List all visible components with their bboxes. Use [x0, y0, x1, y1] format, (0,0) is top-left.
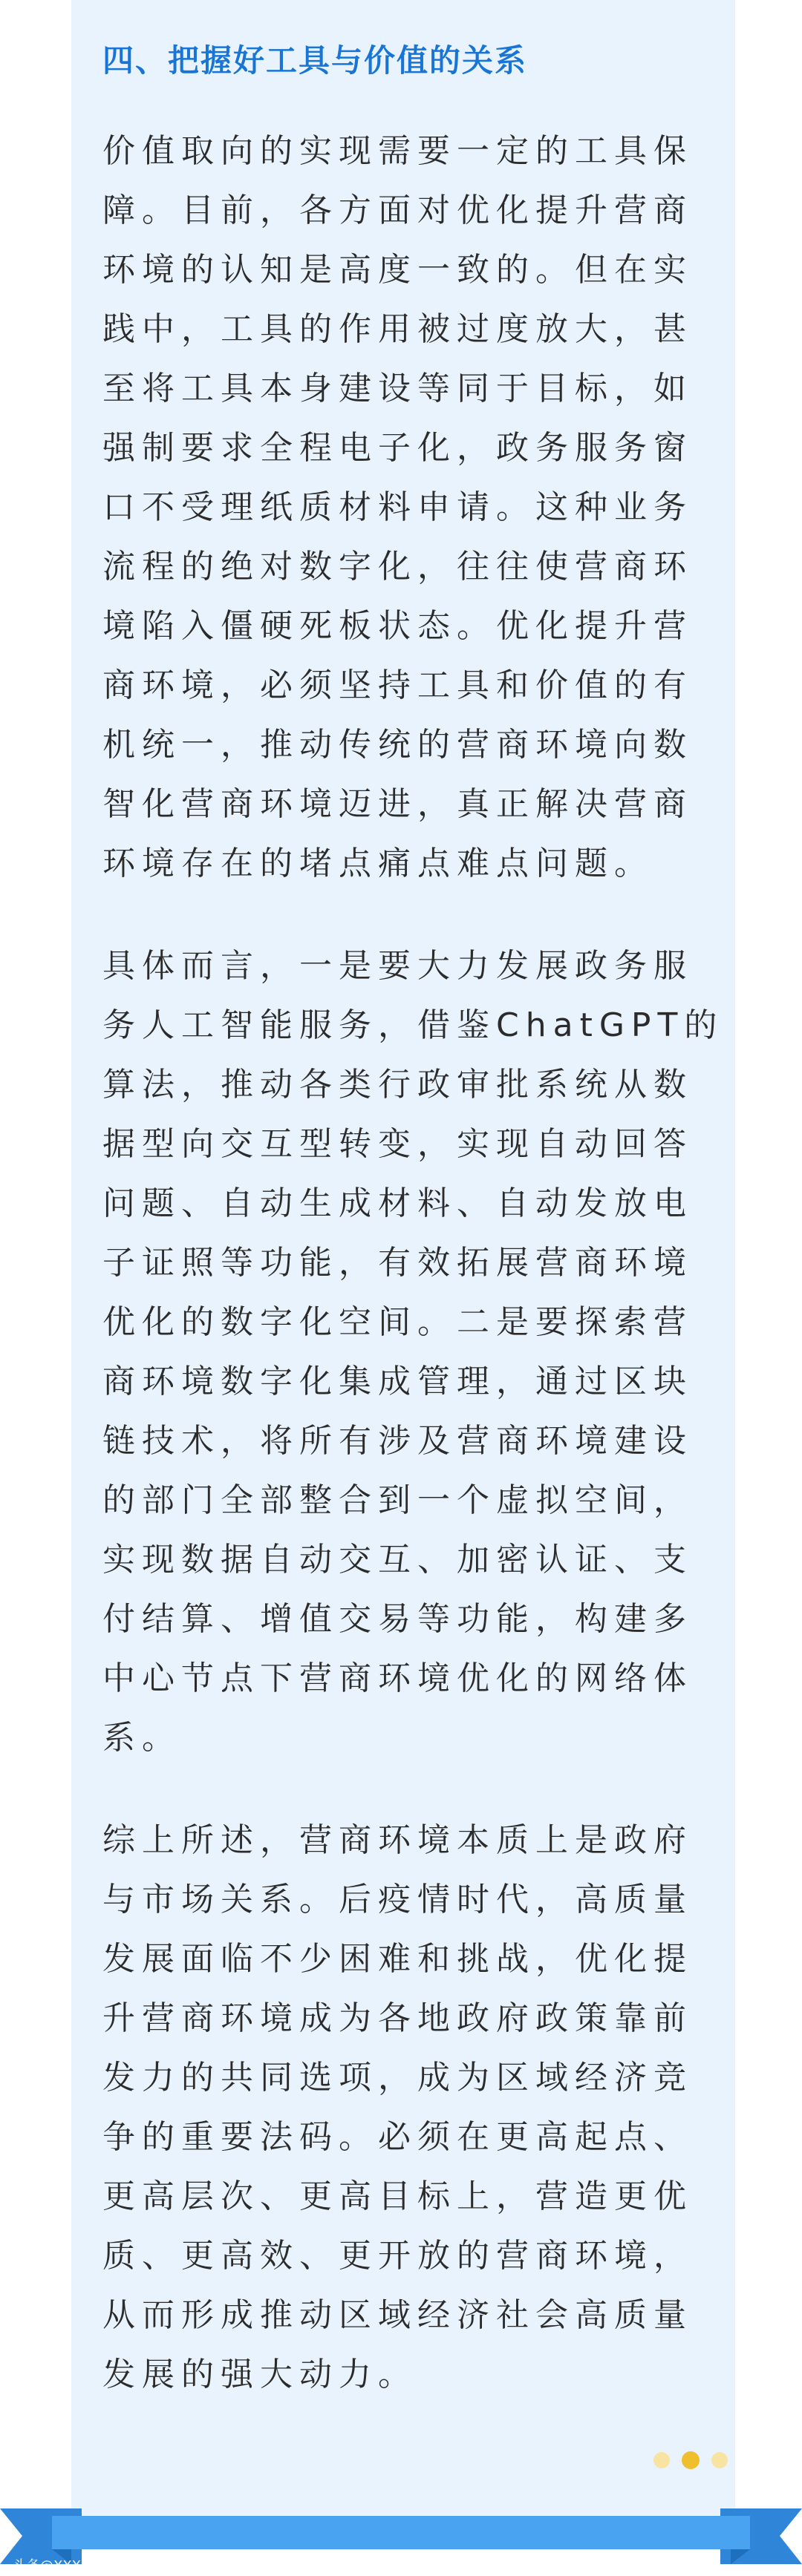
- paragraph-line: 价值取向的实现需要一定的工具保: [102, 132, 693, 170]
- paragraph-line: 智化营商环境迈进，真正解决营商: [102, 785, 693, 823]
- paragraph-line: 据型向交互型转变，实现自动回答: [102, 1125, 693, 1163]
- paragraph-line: 发展的强大动力。: [102, 2356, 417, 2393]
- paragraph-line: 链技术，将所有涉及营商环境建设: [102, 1422, 693, 1460]
- paragraph-container: [102, 122, 724, 2405]
- article-body: [102, 39, 724, 2448]
- paragraph-line: 系。: [102, 1719, 181, 1757]
- paragraph-line: 更高层次、更高目标上，营造更优: [102, 2177, 693, 2215]
- paragraph: [102, 122, 704, 894]
- paragraph-line: 环境的认知是高度一致的。但在实: [102, 251, 693, 289]
- paragraph-line: 算法，推动各类行政审批系统从数: [102, 1066, 693, 1104]
- paragraph: [102, 1811, 704, 2405]
- paragraph-line: 发力的共同选项，成为区域经济竞: [102, 2059, 693, 2097]
- left-margin: [0, 0, 71, 2576]
- paragraph-line: 中心节点下营商环境优化的网络体: [102, 1659, 693, 1697]
- section-heading: 四、把握好工具与价值的关系: [102, 42, 528, 79]
- paragraph-line: 优化的数字化空间。二是要探索营: [102, 1303, 693, 1341]
- paragraph-line: 综上所述，营商环境本质上是政府: [102, 1821, 693, 1859]
- article-panel: [71, 0, 735, 2516]
- paragraph-line: 从而形成推动区域经济社会高质量: [102, 2296, 693, 2334]
- paragraph-line: 环境存在的堵点痛点难点问题。: [102, 845, 653, 882]
- right-margin: [735, 0, 802, 2576]
- bottom-ribbon: [0, 2494, 802, 2576]
- pagination-dot: [711, 2452, 728, 2468]
- paragraph-line: 机统一，推动传统的营商环境向数: [102, 726, 693, 764]
- paragraph-line: 口不受理纸质材料申请。这种业务: [102, 488, 693, 526]
- paragraph-line: 与市场关系。后疫情时代，高质量: [102, 1881, 693, 1918]
- paragraph-line: 具体而言，一是要大力发展政务服: [102, 947, 693, 985]
- paragraph-line: 争的重要法码。必须在更高起点、: [102, 2118, 693, 2156]
- paragraph-line: 问题、自动生成材料、自动发放电: [102, 1184, 693, 1222]
- paragraph-line: 商环境，必须坚持工具和价值的有: [102, 666, 693, 704]
- paragraph-line: 境陷入僵硬死板状态。优化提升营: [102, 607, 693, 645]
- pagination-dot-active: [682, 2451, 700, 2469]
- paragraph-line: 付结算、增值交易等功能，构建多: [102, 1600, 693, 1638]
- ribbon-graphic: [0, 2494, 802, 2576]
- paragraph-line: 流程的绝对数字化，往往使营商环: [102, 548, 693, 586]
- paragraph-line: 升营商环境成为各地政府政策靠前: [102, 1999, 693, 2037]
- paragraph-line: 务人工智能服务，借鉴ChatGPT的: [102, 1006, 724, 1044]
- paragraph-line: 障。目前，各方面对优化提升营商: [102, 191, 693, 229]
- paragraph-line: 践中，工具的作用被过度放大，甚: [102, 310, 693, 348]
- paragraph-line: 质、更高效、更开放的营商环境，: [102, 2237, 693, 2275]
- pagination-dots: [653, 2451, 728, 2469]
- paragraph-line: 子证照等功能，有效拓展营商环境: [102, 1244, 693, 1282]
- paragraph-line: 商环境数字化集成管理，通过区块: [102, 1363, 693, 1400]
- pagination-dot: [653, 2452, 670, 2468]
- watermark-text: 头条@XXX: [13, 2558, 81, 2574]
- paragraph-line: 发展面临不少困难和挑战，优化提: [102, 1940, 693, 1978]
- paragraph-line: 强制要求全程电子化，政务服务窗: [102, 429, 693, 467]
- paragraph-line: 至将工具本身建设等同于目标，如: [102, 370, 693, 407]
- paragraph: [102, 937, 724, 1768]
- paragraph-line: 实现数据自动交互、加密认证、支: [102, 1541, 693, 1579]
- paragraph-line: 的部门全部整合到一个虚拟空间，: [102, 1481, 693, 1519]
